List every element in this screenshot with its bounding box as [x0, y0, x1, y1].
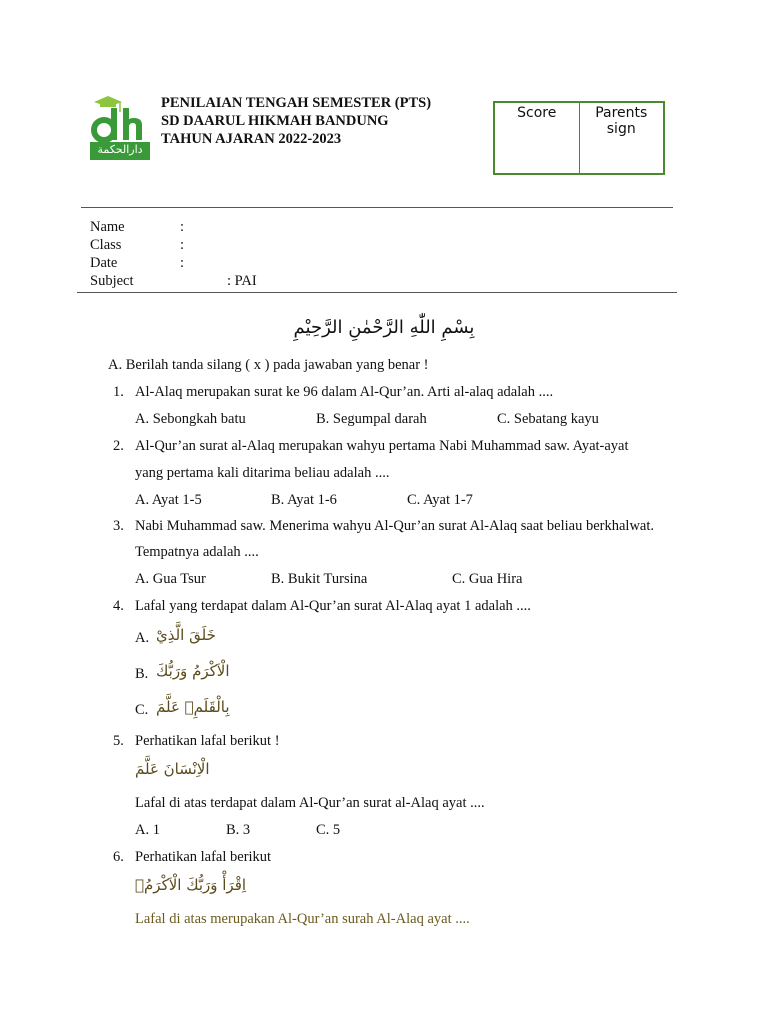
exam-title: PENILAIAN TENGAH SEMESTER (PTS)	[161, 95, 432, 111]
subject-label: Subject	[90, 273, 134, 289]
subject-value: : PAI	[227, 273, 257, 289]
option-a[interactable]: A. Sebongkah batu	[135, 411, 246, 427]
question-text: Perhatikan lafal berikut	[135, 849, 272, 865]
score-box	[493, 101, 665, 175]
option-a[interactable]: A. Ayat 1-5	[135, 492, 202, 508]
option-c[interactable]: C. 5	[316, 822, 341, 838]
top-divider	[81, 207, 673, 208]
question-number: 4.	[113, 598, 124, 614]
logo-arabic-text: دارالحكمة	[97, 143, 143, 156]
question-followup: Lafal di atas merupakan Al-Qur’an surah Al-Alaq ayat ....	[135, 911, 470, 927]
school-name: SD DAARUL HIKMAH BANDUNG	[161, 113, 389, 129]
academic-year: TAHUN AJARAN 2022-2023	[161, 131, 342, 147]
parents-sign-cell[interactable]	[579, 103, 664, 173]
option-b-arabic: الْاَكْرَمُ وَرَبُّكَ	[156, 662, 230, 680]
question-number: 3.	[113, 518, 124, 534]
option-c[interactable]: C. Ayat 1-7	[407, 492, 473, 508]
option-c-arabic: بِالْقَلَمِۙ عَلَّمَ	[156, 698, 230, 716]
question-number: 1.	[113, 384, 124, 400]
parents-sign-label: Parents sign	[595, 105, 648, 137]
question-followup: Lafal di atas terdapat dalam Al-Qur’an surat al-Alaq ayat ....	[135, 795, 485, 811]
class-label: Class	[90, 237, 122, 253]
date-label: Date	[90, 255, 118, 271]
score-label: Score	[517, 105, 557, 121]
option-a[interactable]: A. 1	[135, 822, 160, 838]
option-b[interactable]: B. Bukit Tursina	[271, 571, 368, 587]
option-a[interactable]: A. Gua Tsur	[135, 571, 206, 587]
date-colon: :	[180, 255, 185, 271]
name-label: Name	[90, 219, 125, 235]
question-text: Perhatikan lafal berikut !	[135, 733, 280, 749]
question-number: 2.	[113, 438, 124, 454]
arabic-verse: اِقْرَأْ وَرَبُّكَ الْاَكْرَمُۙ	[135, 876, 247, 894]
school-logo	[90, 92, 150, 160]
option-b-label[interactable]: B.	[135, 666, 149, 682]
bottom-divider	[77, 292, 677, 293]
option-c[interactable]: C. Sebatang kayu	[497, 411, 599, 427]
name-colon: :	[180, 219, 185, 235]
question-text: Al-Qur’an surat al-Alaq merupakan wahyu pertama Nabi Muhammad saw. Ayat-ayat	[135, 438, 629, 454]
option-a-label[interactable]: A.	[135, 630, 150, 646]
question-text: Lafal yang terdapat dalam Al-Qur’an surat Al-Alaq ayat 1 adalah ....	[135, 598, 531, 614]
question-number: 6.	[113, 849, 124, 865]
class-colon: :	[180, 237, 185, 253]
question-text: Al-Alaq merupakan surat ke 96 dalam Al-Qur’an. Arti al-alaq adalah ....	[135, 384, 554, 400]
option-c[interactable]: C. Gua Hira	[452, 571, 523, 587]
basmala: بِسْمِ اللّٰهِ الرَّحْمٰنِ الرَّحِيْمِ	[293, 317, 475, 338]
option-b[interactable]: B. Ayat 1-6	[271, 492, 337, 508]
option-b[interactable]: B. 3	[226, 822, 251, 838]
instruction: A. Berilah tanda silang ( x ) pada jawaban yang benar !	[108, 357, 429, 373]
question-text: Nabi Muhammad saw. Menerima wahyu Al-Qur’an surat Al-Alaq saat beliau berkhalwat.	[135, 518, 655, 534]
option-c-label[interactable]: C.	[135, 702, 149, 718]
question-number: 5.	[113, 733, 124, 749]
question-text-line2: yang pertama kali ditarima beliau adalah ....	[135, 465, 390, 481]
score-cell[interactable]	[495, 103, 579, 173]
option-b[interactable]: B. Segumpal darah	[316, 411, 427, 427]
option-a-arabic: خَلَقَ الَّذِيْ	[156, 626, 216, 644]
arabic-verse: الْاِنْسَانَ عَلَّمَ	[135, 760, 210, 778]
question-text-line2: Tempatnya adalah ....	[135, 544, 259, 560]
